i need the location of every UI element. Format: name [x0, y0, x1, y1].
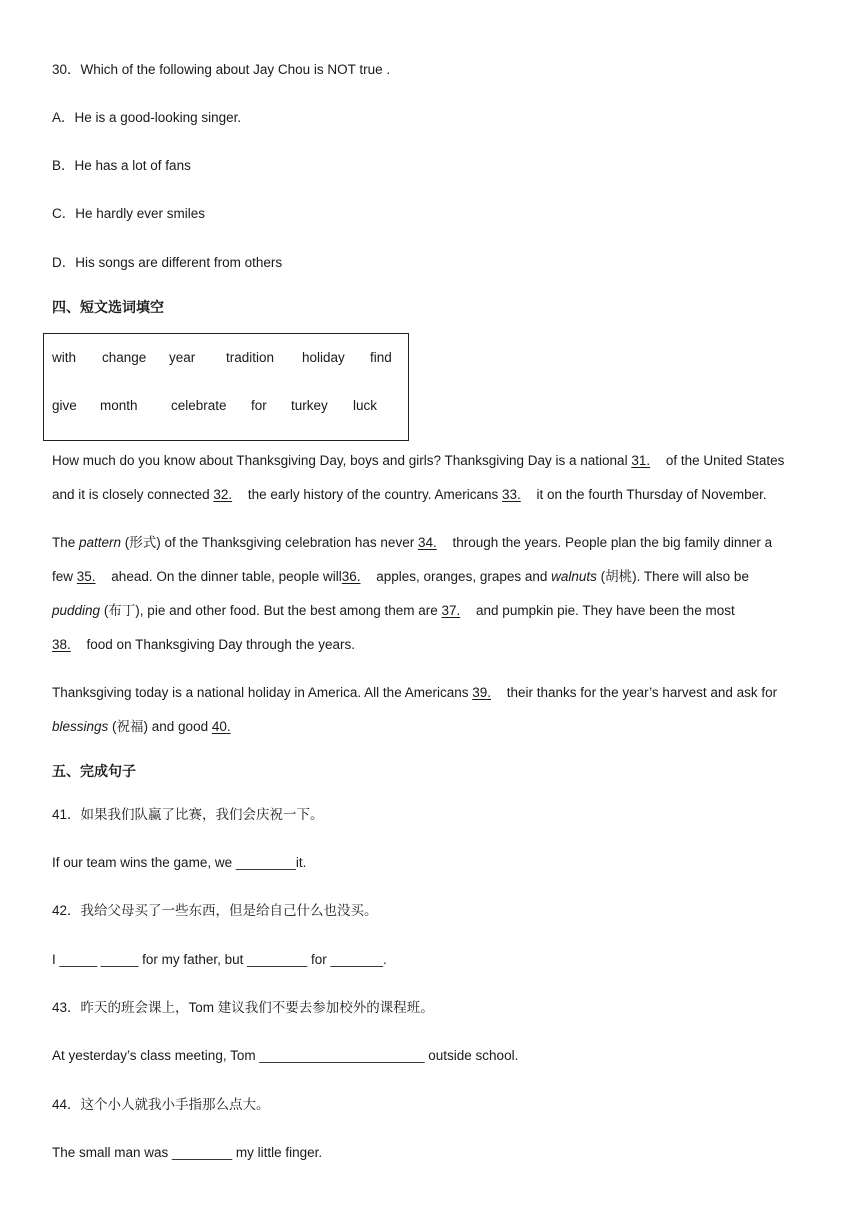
blank-32[interactable]: 32. [213, 487, 233, 502]
option-c: C．He hardly ever smiles [52, 206, 206, 221]
option-b: B．He has a lot of fans [52, 158, 191, 173]
passage-line: and it is closely connected 32. the early history of the country. Americans 33. it on the fourth Thursday of November. [52, 487, 767, 502]
word-bank-item: change [102, 350, 147, 365]
passage-line: Thanksgiving today is a national holiday in America. All the Americans 39. their thanks for the year’s harvest and ask for [52, 685, 778, 700]
word-bank-item: celebrate [171, 398, 227, 413]
passage-line: How much do you know about Thanksgiving Day, boys and girls? Thanksgiving Day is a national 31. of the United States [52, 453, 785, 468]
blank-40[interactable]: 40. [211, 719, 231, 734]
word-bank-item: find [370, 350, 392, 365]
question-44-chinese: 44．这个小人就我小手指那么点大。 [52, 1097, 270, 1112]
passage-line: few 35. ahead. On the dinner table, people will36. apples, oranges, grapes and walnuts (胡桃). There will also be [52, 569, 749, 584]
blank-34[interactable]: 34. [417, 535, 437, 550]
option-d: D．His songs are different from others [52, 255, 283, 270]
word-bank-item: tradition [226, 350, 275, 365]
word-bank-item: month [100, 398, 138, 413]
word-bank-item: give [52, 398, 77, 413]
question-41-english: If our team wins the game, we ________it. [52, 855, 307, 870]
passage-line: blessings (祝福) and good 40. [52, 718, 243, 736]
blank-36[interactable]: 36. [341, 569, 361, 584]
section-5-title: 五、完成句子 [52, 763, 136, 779]
word-bank-item: luck [353, 398, 378, 413]
word-bank-item: holiday [302, 350, 345, 365]
blank-39[interactable]: 39. [472, 685, 492, 700]
word-bank-item: for [251, 398, 267, 413]
question-30-stem: 30．Which of the following about Jay Chou is NOT true . [52, 62, 391, 77]
section-4-title: 四、短文选词填空 [52, 299, 164, 315]
question-44-english: The small man was ________ my little finger. [52, 1145, 323, 1160]
passage-line: 38. food on Thanksgiving Day through the years. [52, 637, 355, 652]
question-42-chinese: 42．我给父母买了一些东西，但是给自己什么也没买。 [52, 903, 378, 918]
blank-33[interactable]: 33. [502, 487, 521, 502]
word-bank-item: year [169, 350, 196, 365]
question-43-chinese: 43．昨天的班会课上，Tom 建议我们不要去参加校外的课程班。 [52, 1000, 434, 1015]
word-bank-box [43, 333, 409, 441]
blank-37[interactable]: 37. [441, 603, 461, 618]
blank-38[interactable]: 38. [52, 637, 71, 652]
question-41-chinese: 41．如果我们队赢了比赛，我们会庆祝一下。 [52, 807, 324, 822]
passage-line: The pattern (形式) of the Thanksgiving celebration has never 34. through the years. People plan the big family dinner a [52, 535, 773, 550]
word-bank-item: turkey [291, 398, 328, 413]
option-a: A．He is a good-looking singer. [52, 110, 242, 125]
blank-31[interactable]: 31. [631, 453, 651, 468]
question-42-english: I _____ _____ for my father, but ________ for _______. [52, 952, 387, 967]
blank-35[interactable]: 35. [76, 569, 96, 584]
passage-line: pudding (布丁), pie and other food. But the best among them are 37. and pumpkin pie. They have been the most [52, 603, 735, 618]
question-43-english: At yesterday’s class meeting, Tom ______________________ outside school. [52, 1048, 519, 1063]
word-bank-item: with [52, 350, 77, 365]
